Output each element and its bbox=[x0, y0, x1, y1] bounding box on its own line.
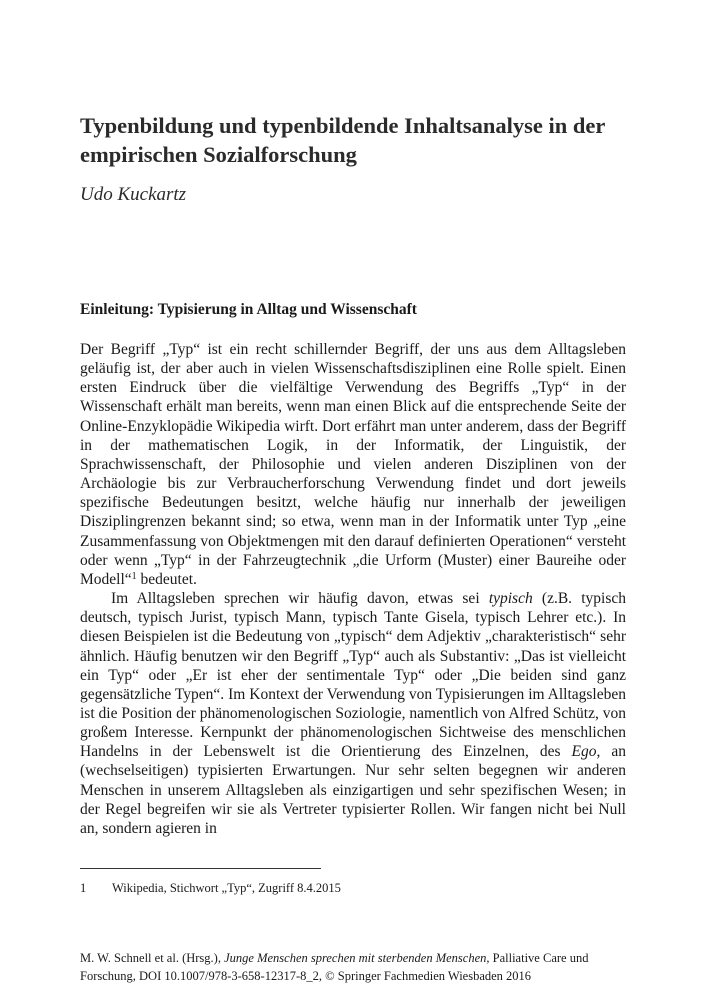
emphasis-typisch: typisch bbox=[488, 590, 533, 608]
paragraph-1-end: bedeutet. bbox=[136, 570, 197, 588]
paragraph-2-text-c: , an (wechselseitigen) typisierten Erwartungen. Nur sehr selten begegnen wir anderen Menschen in unserem Alltagsleben als einzigartigen und sehr spezifischen Wesen; in der Regel begreifen wir sie als Vertreter typisierter Rollen. Wir fangen nicht bei Null an, sondern agieren in bbox=[80, 743, 626, 837]
footnote-text: Wikipedia, Stichwort „Typ“, Zugriff 8.4.2015 bbox=[112, 881, 341, 895]
article-title: Typenbildung und typenbildende Inhaltsanalyse in der empirischen Sozialforschung bbox=[80, 113, 605, 167]
paragraph-1 bbox=[80, 340, 626, 589]
article-author: Udo Kuckartz bbox=[80, 184, 187, 205]
footnote bbox=[80, 880, 626, 896]
footnote-number: 1 bbox=[80, 881, 87, 895]
section-heading: Einleitung: Typisierung in Alltag und Wissenschaft bbox=[80, 301, 417, 318]
citation-prefix: M. W. Schnell et al. (Hrsg.), bbox=[80, 951, 225, 965]
citation-book-title: Junge Menschen sprechen mit sterbenden Menschen, bbox=[224, 951, 490, 965]
citation-suffix: Palliative Care und Forschung, DOI 10.1007/978-3-658-12317-8_2, © Springer Fachmedien Wiesbaden 2016 bbox=[80, 951, 589, 983]
footnote-reference[interactable]: 1 bbox=[131, 570, 137, 582]
paragraph-2-text-b: (z.B. typisch deutsch, typisch Jurist, typisch Mann, typisch Tante Gisela, typisch Lehrer etc.). In diesen Beispielen ist die Bedeutung von „typisch“ dem Adjektiv „charakteristisch“ sehr ähnlich. Häufig benutzen wir den Begriff „Typ“ auch als Substantiv: „Das ist vielleicht ein Typ“ oder „Er ist eher der sentimentale Typ“ oder „Die beiden sind ganz gegensätzliche Typen“. Im Kontext der Verwendung von Typisierungen im Alltagsleben ist die Position der phänomenologischen Soziologie, namentlich von Alfred Schütz, von großem Interesse. Kernpunkt der phänomenologischen Sichtweise des menschlichen Handelns in der Lebenswelt ist die Orientierung des Einzelnen, des bbox=[80, 590, 626, 761]
footnote-divider bbox=[80, 868, 321, 869]
emphasis-ego: Ego bbox=[571, 743, 597, 761]
publication-citation bbox=[80, 949, 640, 985]
paragraph-2 bbox=[80, 589, 626, 838]
paragraph-2-text-a: Im Alltagsleben sprechen wir häufig davon, etwas sei bbox=[111, 590, 489, 608]
paragraph-1-text: Der Begriff „Typ“ ist ein recht schillernder Begriff, der uns aus dem Alltagsleben geläufig ist, der aber auch in vielen Wissenschaftsdisziplinen eine Rolle spielt. Einen ersten Eindruck über die vielfältige Verwendung des Begriffs „Typ“ in der Wissenschaft erhält man bereits, wenn man einen Blick auf die entsprechende Seite der Online-Enzyklopädie Wikipedia wirft. Dort erfährt man unter anderem, dass der Begriff in der mathematischen Logik, in der Informatik, der Linguistik, der Sprachwissenschaft, der Philosophie und vielen anderen Disziplinen von der Archäologie bis zur Verbraucherforschung Verwendung findet und dort jeweils spezifische Bedeutungen besitzt, welche häufig nur innerhalb der jeweiligen Disziplingrenzen bekannt sind; so etwa, wenn man in der Informatik unter Typ „eine Zusammenfassung von Objektmengen mit den darauf definierten Operationen“ versteht oder wenn „Typ“ in der Fahrzeugtechnik „die Urform (Muster) einer Baureihe oder Modell“ bbox=[80, 341, 626, 588]
body-text bbox=[80, 340, 626, 838]
